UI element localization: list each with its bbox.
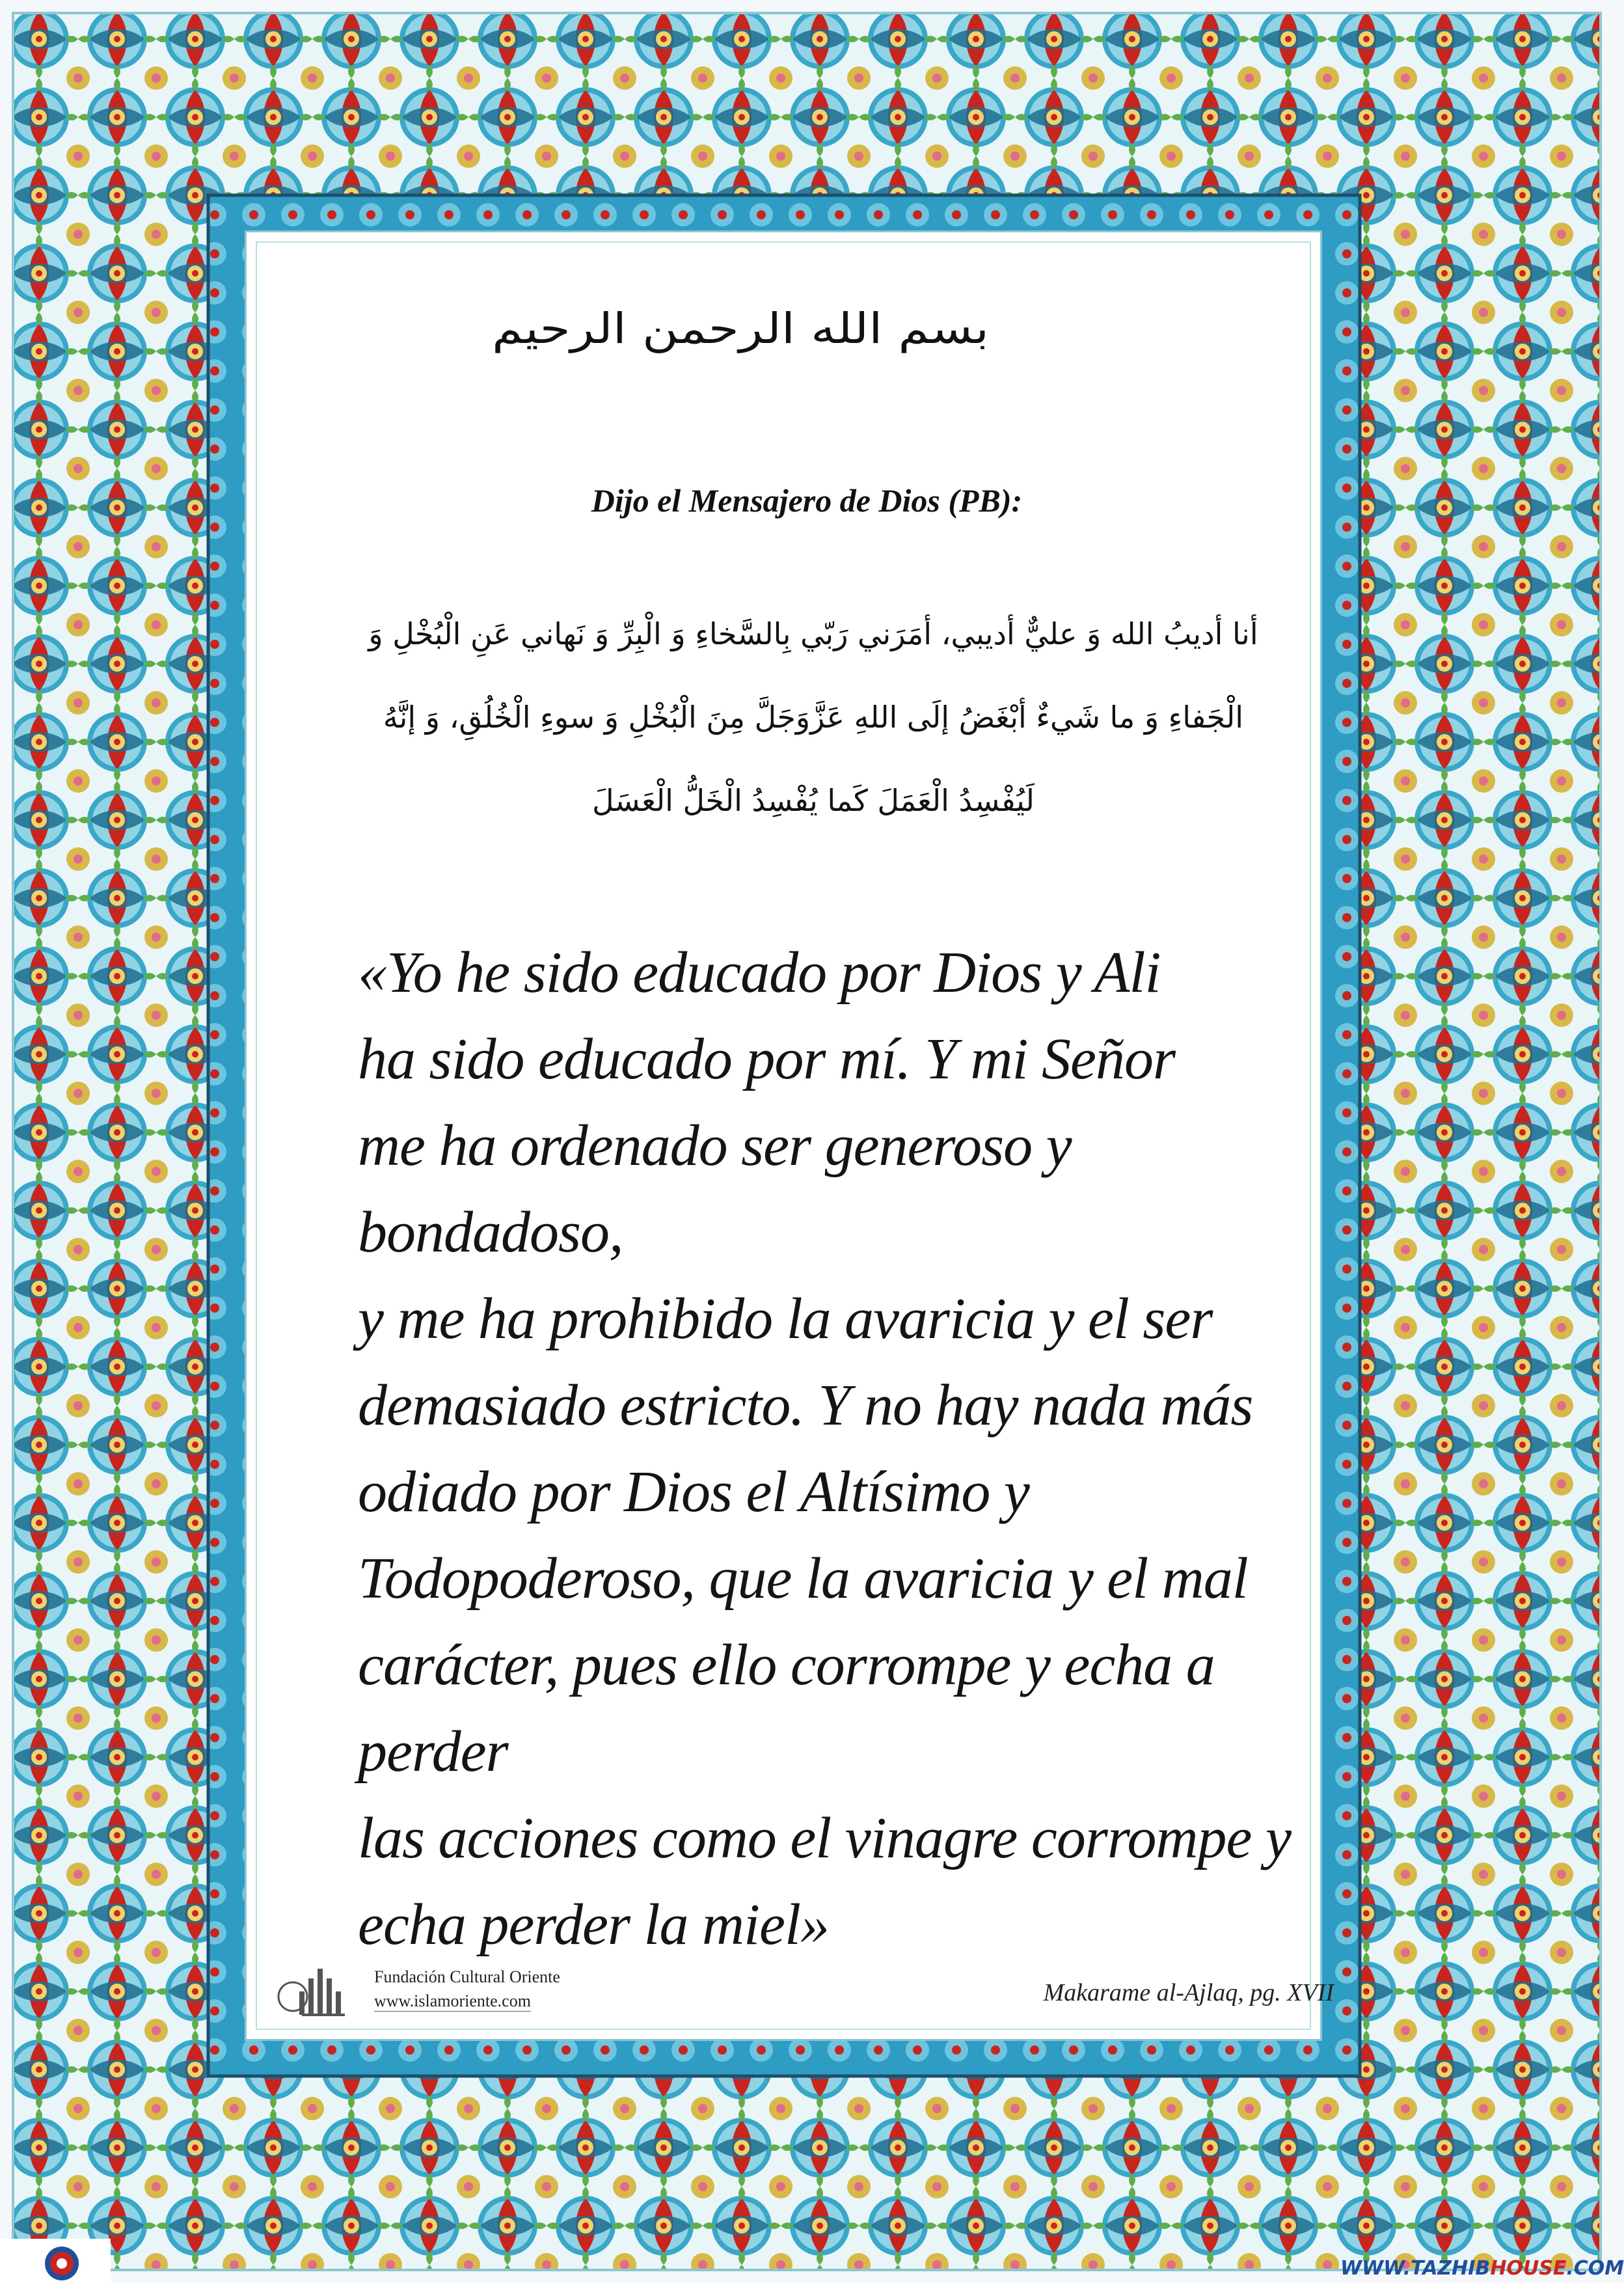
hadith-heading: Dijo el Mensajero de Dios (PB): [591,482,1023,519]
tazhib-house-badge-icon [0,2239,111,2283]
tazhib-house-watermark[interactable] [1340,2257,1624,2280]
org-name: Fundación Cultural Oriente [374,1967,560,1986]
watermark-accent: HOUSE [1490,2257,1567,2280]
basmala-calligraphy: بسم الله الرحمن الرحيم [492,303,989,353]
org-url-link[interactable]: www.islamoriente.com [374,1991,531,2010]
arabic-hadith-text: أنا أديبُ الله وَ عليٌّ أديبي، أمَرَني رَبّي بِالسَّخاءِ وَ الْبِرِّ وَ نَهاني عَنِ الْبُخْلِ وَ الْجَفاءِ وَ ما شَيءٌ أبْغَضُ إلَى اللهِ عَزَّوَجَلَّ مِنَ الْبُخْلِ وَ سوءِ الْخُلُقِ، وَ إنَّهُ لَيُفْسِدُ الْعَمَلَ كَما يُفْسِدُ الْخَلُّ الْعَسَلَ [368,616,1258,818]
watermark-suffix: .COM [1566,2257,1624,2280]
spanish-translation-quote: «Yo he sido educado por Dios y Ali ha sido educado por mí. Y mi Señor me ha ordenado ser generoso y bondadoso, y me ha prohibido la avaricia y el ser demasiado estricto. Y no hay nada más odiado por Dios el Altísimo y Todopoderoso, que la avaricia y el mal carácter, pues ello corrompe y echa a perder las acciones como el vinagre corrompe y echa perder la miel» [358,940,1291,1957]
watermark-prefix: WWW.TAZHIB [1340,2257,1491,2280]
source-citation: Makarame al-Ajlaq, pg. XVII [1043,1979,1334,2006]
fundacion-logo-icon [273,1952,547,2024]
